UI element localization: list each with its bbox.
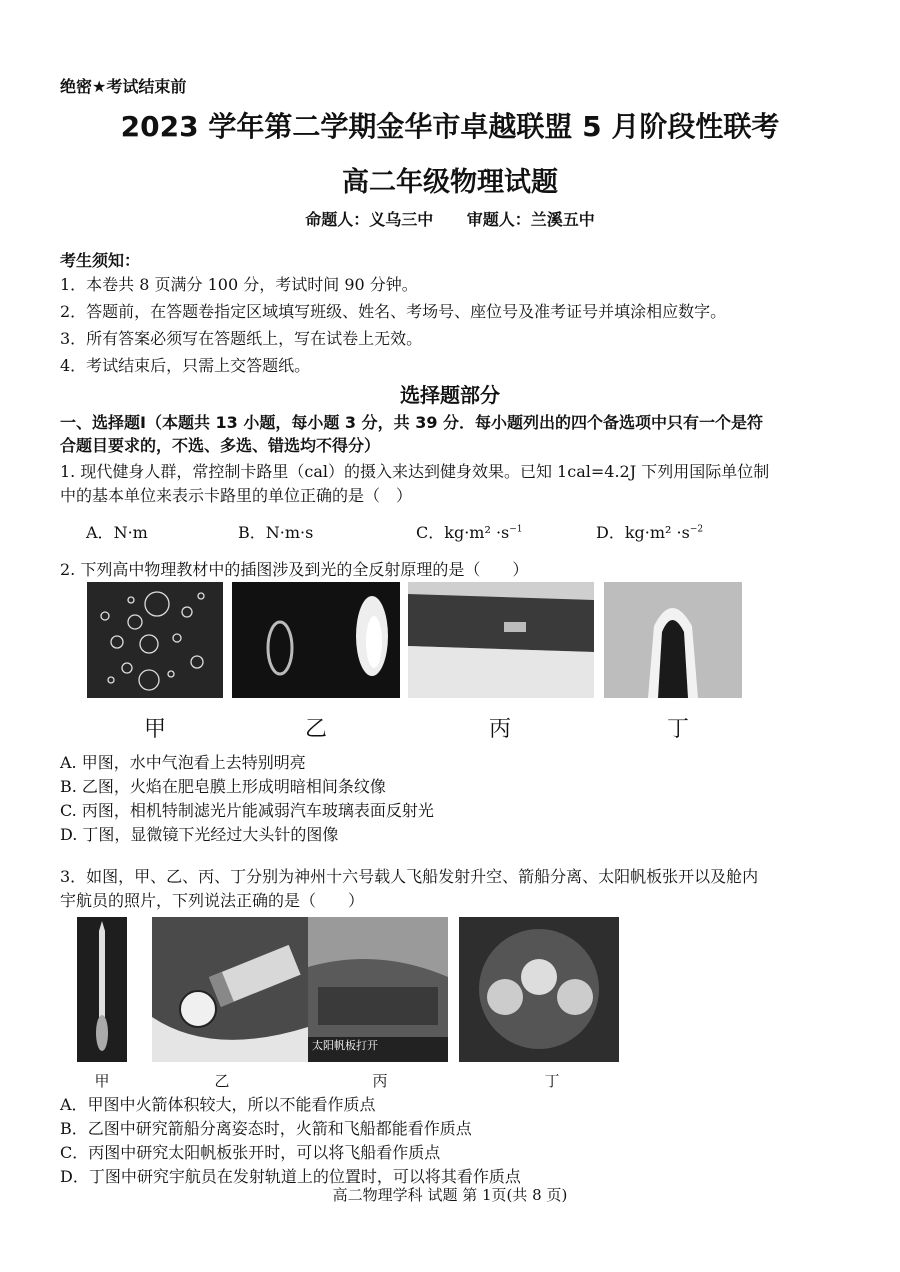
option-text: N·m·s [265, 523, 314, 542]
authors-line [0, 207, 900, 230]
q3-stem: 3．如图，甲、乙、丙、丁分别为神州十六号载人飞船发射升空、箭船分离、太阳帆板张开以及舱内 [60, 867, 759, 886]
q3-option-a: A．甲图中火箭体积较大，所以不能看作质点 [60, 1095, 376, 1114]
reviewer-label: 审题人：兰溪五中 [466, 210, 595, 229]
q2-caption-jia: 甲 [143, 717, 166, 742]
q2-option-c: C. 丙图，相机特制滤光片能减弱汽车玻璃表面反射光 [60, 801, 434, 820]
rocket-launch-photo [77, 917, 127, 1062]
q2-option-d: D. 丁图，显微镜下光经过大头针的图像 [60, 825, 339, 844]
soap-film-photo [232, 582, 400, 698]
q3-option-b: B．乙图中研究箭船分离姿态时，火箭和飞船都能看作质点 [60, 1119, 472, 1138]
q2-option-a: A. 甲图，水中气泡看上去特别明亮 [60, 753, 306, 772]
option-exponent: −2 [689, 524, 704, 535]
setter-label: 命题人：义乌三中 [305, 210, 434, 229]
q2-stem: 2. 下列高中物理教材中的插图涉及到光的全反射原理的是（ ） [60, 560, 529, 579]
section-instructions: 一、选择题Ⅰ（本题共 13 小题，每小题 3 分，共 39 分．每小题列出的四个备选项中只有一个是符 [60, 413, 764, 432]
note-item: 1．本卷共 8 页满分 100 分，考试时间 90 分钟。 [60, 275, 418, 294]
solar-panel-photo [308, 917, 448, 1062]
option-text: N·m [113, 523, 148, 542]
q2-caption-yi: 乙 [304, 717, 327, 742]
q3-option-c: C．丙图中研究太阳帆板张开时，可以将飞船看作质点 [60, 1143, 441, 1162]
option-exponent: −1 [509, 524, 523, 535]
q2-option-b: B. 乙图，火焰在肥皂膜上形成明暗相间条纹像 [60, 777, 386, 796]
page-footer: 高二物理学科 试题 第 1页(共 8 页) [332, 1186, 568, 1204]
astronauts-photo [459, 917, 619, 1062]
q1-option-c [416, 520, 523, 543]
section-instructions: 合题目要求的，不选、多选、错选均不得分） [60, 436, 381, 455]
q3-caption-yi: 乙 [214, 1072, 230, 1090]
q3-caption-ding: 丁 [544, 1072, 560, 1090]
option-label: A． [86, 523, 114, 542]
bubbles-photo [87, 582, 223, 698]
option-text: kg·m² ·s [624, 523, 690, 542]
q3-caption-bing: 丙 [372, 1072, 388, 1090]
q3-caption-jia: 甲 [94, 1072, 110, 1090]
separation-photo [152, 917, 308, 1062]
solar-panel-overlay-text: 太阳帆板打开 [312, 1039, 378, 1052]
q3-stem: 宇航员的照片，下列说法正确的是（ ） [60, 891, 365, 910]
secret-label: 绝密★考试结束前 [60, 77, 187, 96]
note-item: 3．所有答案必须写在答题纸上，写在试卷上无效。 [60, 329, 423, 348]
option-label: D． [596, 523, 625, 542]
q1-option-b [238, 520, 313, 543]
q1-option-a [86, 520, 148, 543]
option-text: kg·m² ·s [444, 523, 510, 542]
exam-subtitle: 高二年级物理试题 [342, 167, 558, 198]
q1-stem: 中的基本单位来表示卡路里的单位正确的是（ ） [60, 486, 413, 505]
q2-caption-bing: 丙 [488, 717, 511, 742]
q1-option-d [596, 520, 703, 543]
q3-option-d: D．丁图中研究宇航员在发射轨道上的位置时，可以将其看作质点 [60, 1167, 521, 1186]
note-item: 4．考试结束后，只需上交答题纸。 [60, 356, 311, 375]
note-item: 2．答题前，在答题卷指定区域填写班级、姓名、考场号、座位号及准考证号并填涂相应数字。 [60, 302, 727, 321]
notes-title: 考生须知： [60, 251, 141, 270]
pin-diffraction-photo [604, 582, 742, 698]
option-label: B． [238, 523, 266, 542]
q2-caption-ding: 丁 [666, 717, 689, 742]
car-windshield-photo [408, 582, 594, 698]
option-label: C． [416, 523, 445, 542]
section-title: 选择题部分 [400, 383, 500, 407]
q1-stem: 1. 现代健身人群，常控制卡路里（cal）的摄入来达到健身效果。已知 1cal=4.2J 下列用国际单位制 [60, 462, 770, 481]
exam-title: 2023 学年第二学期金华市卓越联盟 5 月阶段性联考 [120, 110, 780, 143]
